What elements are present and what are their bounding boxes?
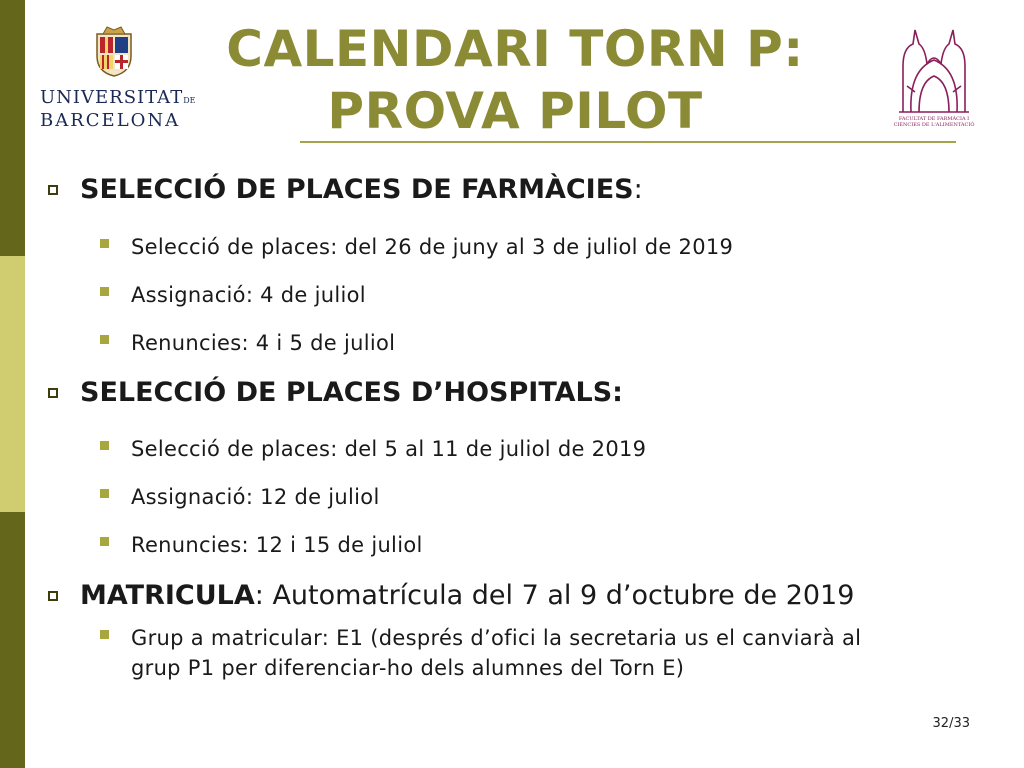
page-number: 32/33 (932, 716, 970, 731)
list-item: Renuncies: 12 i 15 de juliol (100, 530, 920, 560)
faculty-name-line2: CIÈNCIES DE L'ALIMENTACIÓ (893, 122, 975, 128)
filled-square-bullet-icon (100, 537, 109, 546)
section-heading-rest: : (633, 174, 643, 205)
list-item: Grup a matricular: E1 (després d’ofici la secretaria us el canviarà al grup P1 per diferenciar-ho dels alumnes del Torn E) (100, 623, 900, 683)
section-pharmacies (48, 174, 643, 206)
section-enrollment (48, 580, 854, 612)
sidebar-band-bottom (0, 512, 25, 768)
filled-square-bullet-icon (100, 630, 109, 639)
section-hospitals (48, 377, 623, 409)
title-underline (300, 141, 956, 143)
sidebar-band-middle (0, 256, 25, 512)
section-heading: SELECCIÓ DE PLACES DE FARMÀCIES (80, 174, 634, 205)
filled-square-bullet-icon (100, 239, 109, 248)
section-heading: MATRICULA (80, 580, 255, 611)
slide-title (180, 18, 850, 142)
section-heading-rest: : Automatrícula del 7 al 9 d’octubre de 2019 (254, 580, 855, 611)
list-item: Renuncies: 4 i 5 de juliol (100, 328, 920, 358)
list-item: Assignació: 4 de juliol (100, 280, 920, 310)
section-heading: SELECCIÓ DE PLACES D’HOSPITALS: (80, 377, 623, 408)
square-bullet-icon (48, 185, 58, 195)
university-logo (40, 24, 196, 134)
filled-square-bullet-icon (100, 441, 109, 450)
square-bullet-icon (48, 388, 58, 398)
square-bullet-icon (48, 591, 58, 601)
list-item: Selecció de places: del 5 al 11 de juliol de 2019 (100, 434, 920, 464)
faculty-name-line1: FACULTAT DE FARMÀCIA I (898, 116, 970, 122)
faculty-logo (893, 26, 975, 138)
list-item: Assignació: 12 de juliol (100, 482, 920, 512)
university-crest-icon (95, 26, 133, 78)
title-line-2: PROVA PILOT (327, 82, 703, 140)
filled-square-bullet-icon (100, 489, 109, 498)
filled-square-bullet-icon (100, 287, 109, 296)
university-name-line2: BARCELONA (40, 110, 181, 131)
university-name-line1: UNIVERSITAT (40, 87, 184, 108)
faculty-building-icon (893, 26, 975, 116)
list-item: Selecció de places: del 26 de juny al 3 de juliol de 2019 (100, 232, 920, 262)
university-name-de: DE (183, 96, 196, 105)
title-line-1: CALENDARI TORN P: (226, 20, 804, 78)
sidebar-band-top (0, 0, 25, 256)
filled-square-bullet-icon (100, 335, 109, 344)
